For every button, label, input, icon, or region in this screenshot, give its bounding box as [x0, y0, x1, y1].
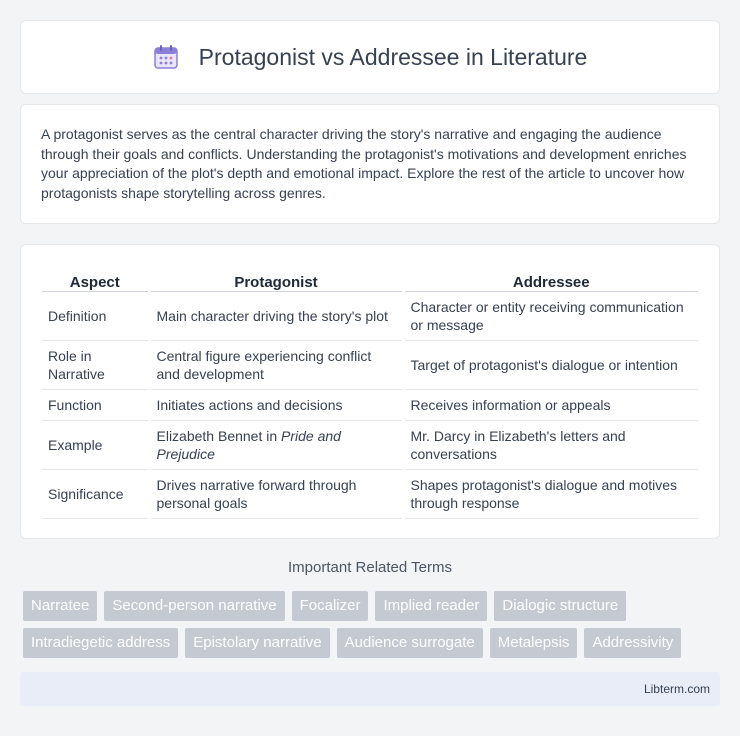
cell-protagonist: [149, 420, 403, 469]
table-row: [42, 389, 698, 420]
page-title: Protagonist vs Addressee in Literature: [198, 43, 588, 70]
tag-row: [23, 591, 723, 621]
cell-aspect: Function: [42, 389, 149, 420]
calendar-icon: [153, 44, 179, 70]
cell-addressee: Receives information or appeals: [403, 389, 698, 420]
footer-site-link[interactable]: Libterm.com: [643, 682, 710, 696]
cell-addressee: Mr. Darcy in Elizabeth's letters and conversations: [403, 420, 698, 469]
header-card: [20, 20, 720, 94]
tag-second-person-narrative[interactable]: Second-person narrative: [104, 591, 284, 621]
book-title: Pride and Prejudice: [156, 427, 341, 462]
header-addressee: Addressee: [403, 265, 698, 291]
tag-addressivity[interactable]: Addressivity: [584, 628, 681, 658]
intro-card: [20, 104, 720, 224]
table-header-row: [42, 265, 698, 291]
cell-protagonist: Main character driving the story's plot: [149, 291, 403, 340]
tag-narratee[interactable]: Narratee: [23, 591, 97, 621]
intro-text: A protagonist serves as the central character driving the story's narrative and engaging the audience through their goals and conflicts. Understanding the protagonist's motivations and development enriches your appreciation of the plot's depth and emotional impact. Explore the rest of the article to uncover how protagonists shape storytelling across genres.: [41, 126, 687, 201]
comparison-table: [42, 265, 698, 519]
cell-protagonist: Central figure experiencing conflict and development: [149, 340, 403, 389]
cell-aspect: Definition: [42, 291, 149, 340]
table-row: [42, 340, 698, 389]
cell-aspect: Example: [42, 420, 149, 469]
related-terms-tags: [23, 591, 723, 665]
related-terms-title: Important Related Terms: [288, 559, 452, 576]
cell-addressee: Character or entity receiving communication or message: [403, 291, 698, 340]
table-row: [42, 291, 698, 340]
tag-epistolary-narrative[interactable]: Epistolary narrative: [185, 628, 329, 658]
table-row: [42, 420, 698, 469]
comparison-table-card: [20, 244, 720, 539]
cell-addressee: Shapes protagonist's dialogue and motives through response: [403, 469, 698, 518]
cell-protagonist: Drives narrative forward through personal goals: [149, 469, 403, 518]
cell-aspect: Role in Narrative: [42, 340, 149, 389]
tag-audience-surrogate[interactable]: Audience surrogate: [337, 628, 483, 658]
table-row: [42, 469, 698, 518]
example-prefix: Elizabeth Bennet in: [156, 427, 282, 444]
tag-intradiegetic-address[interactable]: Intradiegetic address: [23, 628, 178, 658]
tag-row: [23, 628, 723, 658]
cell-addressee: Target of protagonist's dialogue or intention: [403, 340, 698, 389]
cell-aspect: Significance: [42, 469, 149, 518]
tag-implied-reader[interactable]: Implied reader: [375, 591, 487, 621]
header-protagonist: Protagonist: [149, 265, 403, 291]
footer: [20, 672, 720, 706]
header-aspect: Aspect: [42, 265, 149, 291]
cell-protagonist: Initiates actions and decisions: [149, 389, 403, 420]
tag-dialogic-structure[interactable]: Dialogic structure: [494, 591, 626, 621]
tag-focalizer[interactable]: Focalizer: [292, 591, 369, 621]
tag-metalepsis[interactable]: Metalepsis: [490, 628, 578, 658]
